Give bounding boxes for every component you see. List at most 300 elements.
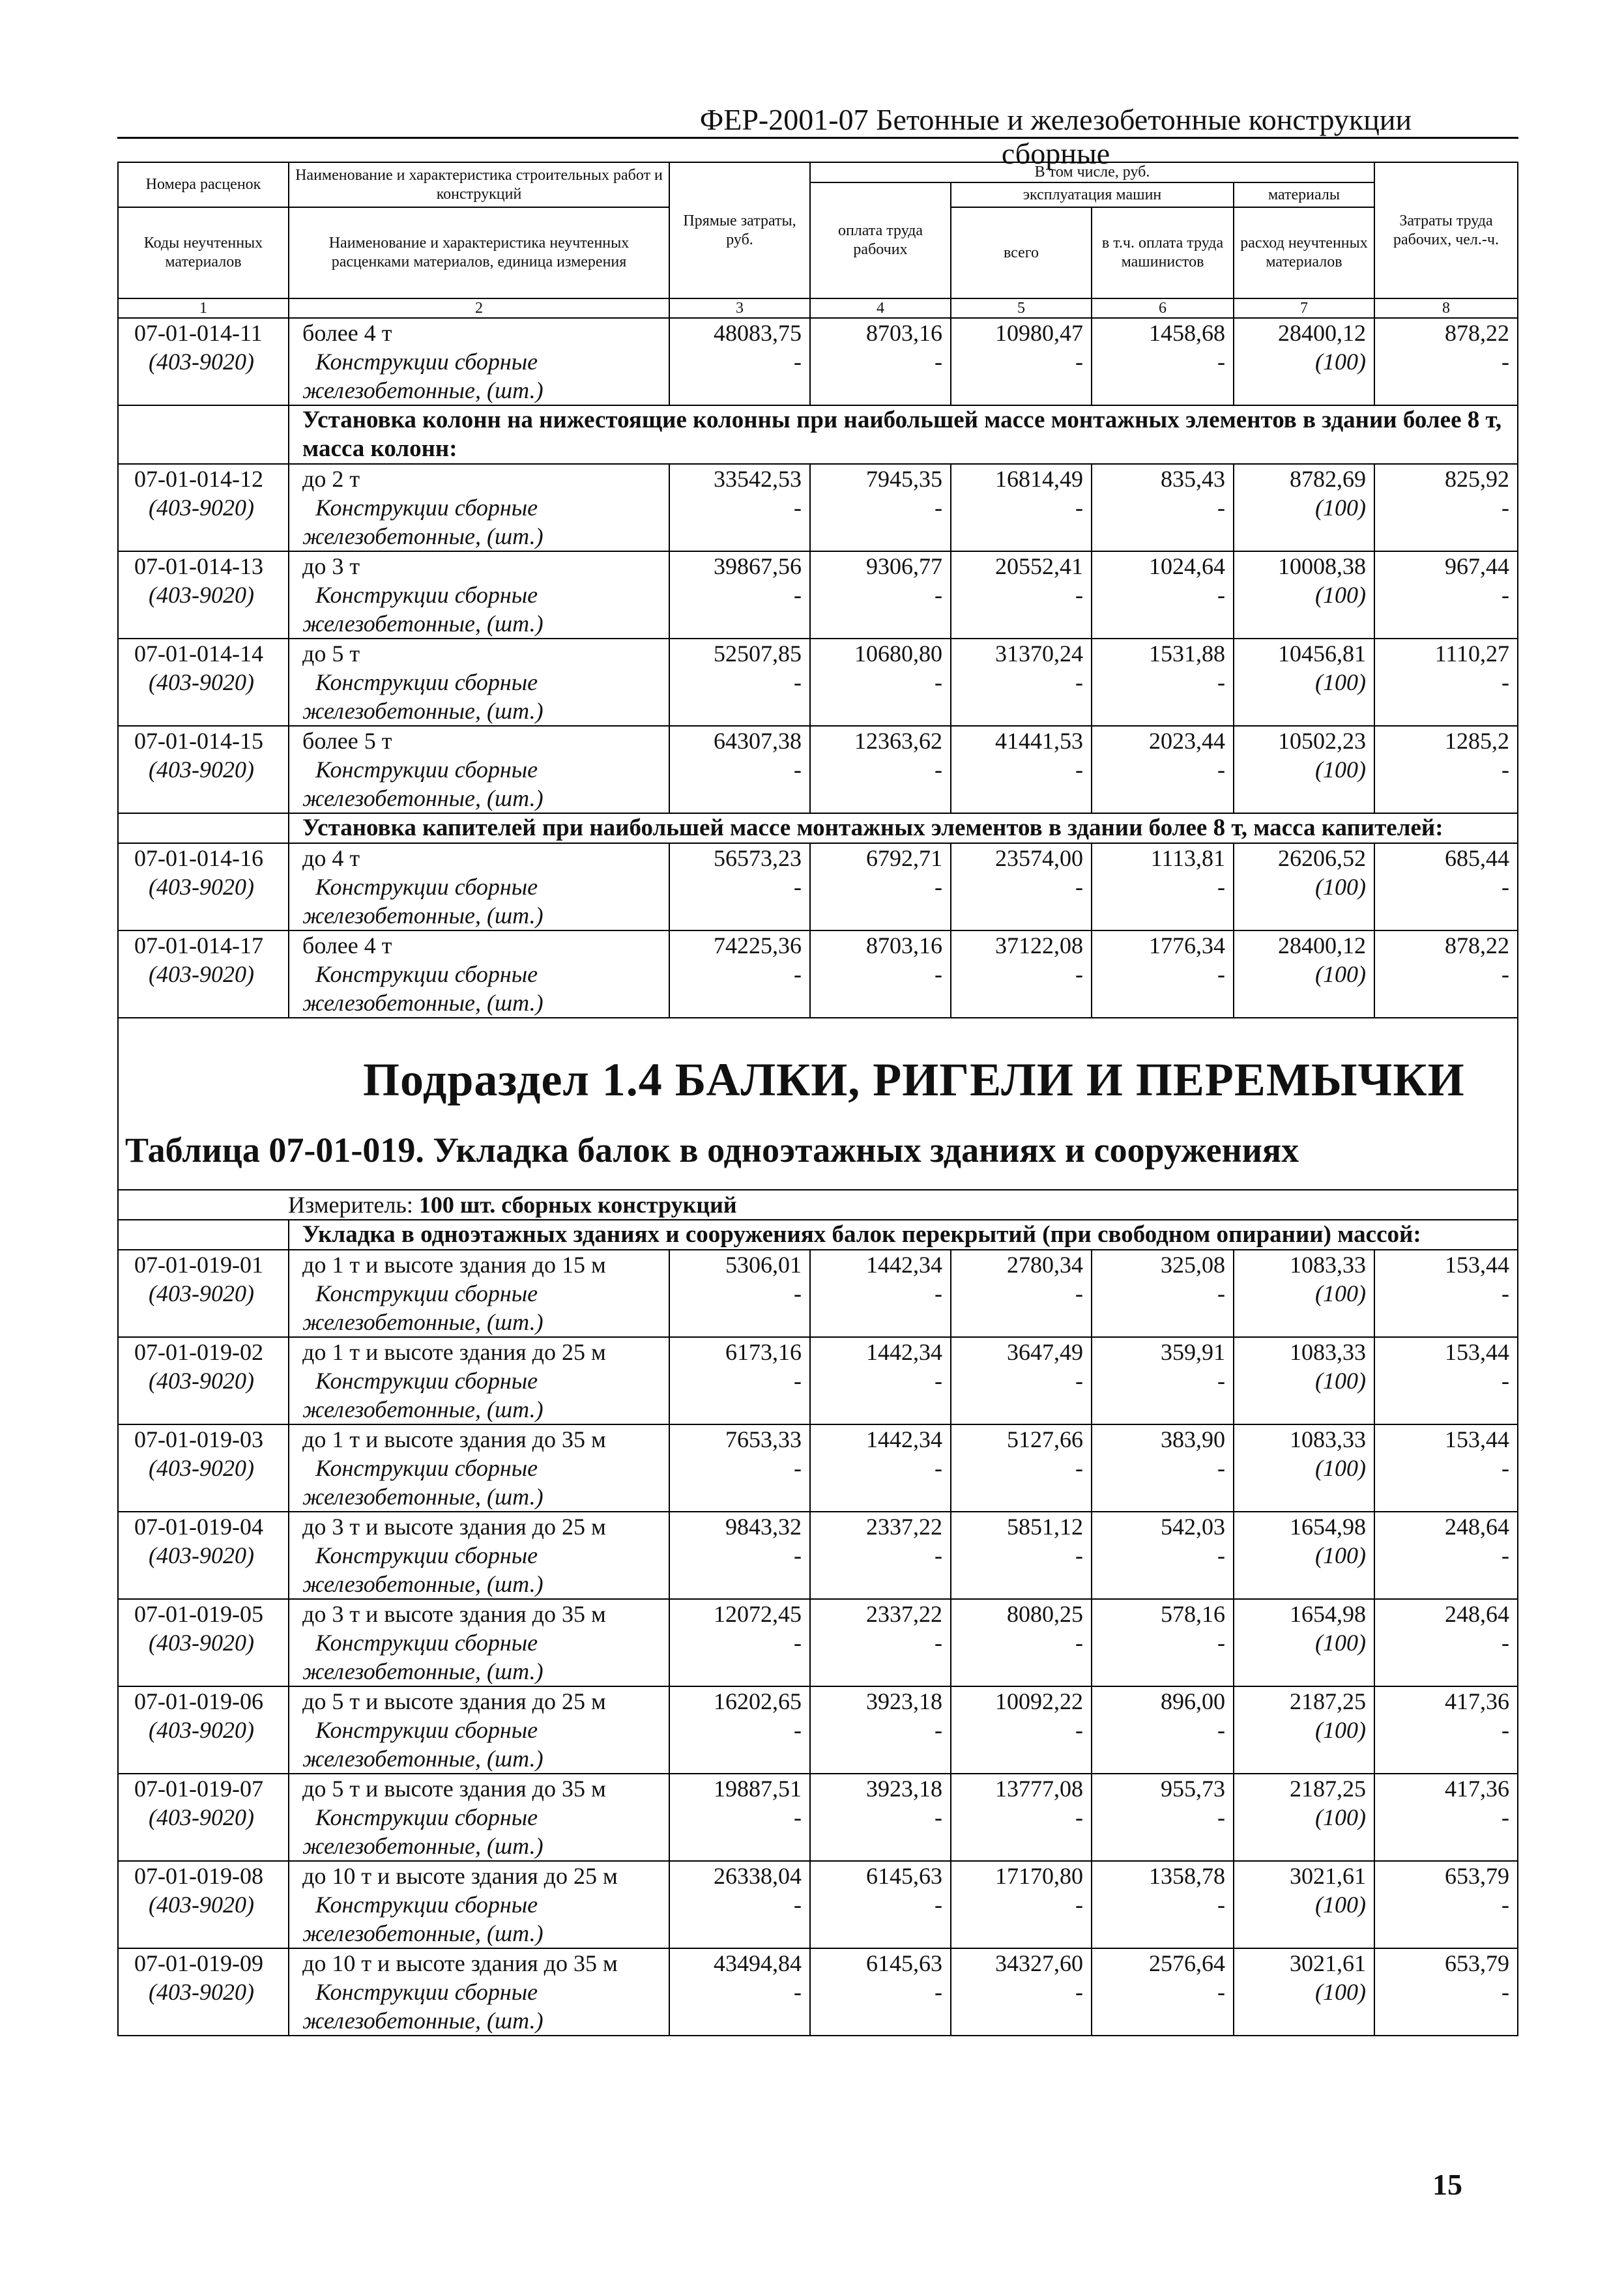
labor-hours: 653,79 xyxy=(1445,1950,1509,1976)
direct-costs: 64307,38 xyxy=(714,728,802,754)
rate-row xyxy=(118,318,1518,405)
material-name: Конструкции сборные xyxy=(315,1717,538,1743)
header-material-names: Наименование и характеристика неучтенных расценками материалов, единица измерения xyxy=(289,207,669,298)
material-labor-hours: - xyxy=(1501,1717,1509,1743)
labor-pay: 8703,16 xyxy=(866,932,942,959)
material-machines: - xyxy=(1075,1804,1083,1830)
materials-cost: 2187,25 xyxy=(1290,1688,1366,1714)
labor-pay-cell xyxy=(810,1948,951,2036)
labor-hours-cell xyxy=(1374,1599,1518,1686)
materials-cost: 28400,12 xyxy=(1278,932,1366,959)
material-machines: - xyxy=(1075,961,1083,987)
material-direct: - xyxy=(794,1717,802,1743)
material-machines: - xyxy=(1075,1892,1083,1918)
labor-hours: 153,44 xyxy=(1445,1339,1509,1365)
column-number: 6 xyxy=(1092,298,1234,318)
rate-code: 07-01-014-12 xyxy=(134,466,263,492)
material-name-unit: железобетонные, (шт.) xyxy=(302,1746,544,1772)
direct-costs-cell xyxy=(669,551,810,639)
material-code: (403-9020) xyxy=(149,1280,254,1306)
machines-total: 16814,49 xyxy=(995,466,1083,492)
labor-hours-cell xyxy=(1374,1774,1518,1861)
rate-name: до 10 т и высоте здания до 25 м xyxy=(302,1863,618,1889)
materials-cell xyxy=(1234,1250,1374,1337)
rate-name-cell xyxy=(289,1861,669,1948)
material-labor: - xyxy=(935,1717,942,1743)
operators-pay: 835,43 xyxy=(1161,466,1225,492)
materials-cost: 26206,52 xyxy=(1278,845,1366,871)
material-operators: - xyxy=(1217,757,1225,783)
material-name-unit: железобетонные, (шт.) xyxy=(302,1484,544,1510)
material-labor-hours: - xyxy=(1501,1804,1509,1830)
header-labor-pay: оплата труда рабочих xyxy=(810,182,951,298)
labor-hours-cell xyxy=(1374,1512,1518,1599)
material-labor-hours: - xyxy=(1501,1368,1509,1394)
labor-pay: 1442,34 xyxy=(866,1252,942,1278)
material-code: (403-9020) xyxy=(149,669,254,695)
direct-costs: 43494,84 xyxy=(714,1950,802,1976)
rate-name-cell xyxy=(289,1337,669,1424)
rate-code: 07-01-014-14 xyxy=(134,641,263,667)
machines-cell xyxy=(951,1774,1092,1861)
rate-name: до 5 т и высоте здания до 25 м xyxy=(302,1688,606,1714)
direct-costs-cell xyxy=(669,1337,810,1424)
materials-cell xyxy=(1234,1337,1374,1424)
labor-hours-cell xyxy=(1374,1686,1518,1774)
direct-costs-cell xyxy=(669,1948,810,2036)
direct-costs-cell xyxy=(669,318,810,405)
rate-row xyxy=(118,930,1518,1018)
labor-hours: 685,44 xyxy=(1445,845,1509,871)
material-code: (403-9020) xyxy=(149,961,254,987)
labor-hours-cell xyxy=(1374,464,1518,551)
operators-pay: 1358,78 xyxy=(1149,1863,1225,1889)
rate-row xyxy=(118,1686,1518,1774)
operators-cell xyxy=(1092,1250,1234,1337)
materials-cell xyxy=(1234,843,1374,930)
operators-cell xyxy=(1092,1337,1234,1424)
operators-cell xyxy=(1092,1599,1234,1686)
material-direct: - xyxy=(794,1630,802,1656)
material-code: (403-9020) xyxy=(149,1804,254,1830)
rate-code: 07-01-019-09 xyxy=(134,1950,263,1976)
labor-pay-cell xyxy=(810,1250,951,1337)
material-direct: - xyxy=(794,1542,802,1568)
labor-hours: 653,79 xyxy=(1445,1863,1509,1889)
rate-code-cell xyxy=(118,843,289,930)
machines-cell xyxy=(951,1512,1092,1599)
machines-cell xyxy=(951,464,1092,551)
rate-code-cell xyxy=(118,1250,289,1337)
direct-costs: 39867,56 xyxy=(714,553,802,579)
material-machines: - xyxy=(1075,349,1083,375)
material-code: (403-9020) xyxy=(149,582,254,608)
materials-cost: 8782,69 xyxy=(1290,466,1366,492)
header-operators-pay: в т.ч. оплата труда машинистов xyxy=(1092,207,1234,298)
column-number: 7 xyxy=(1234,298,1374,318)
rate-name-cell xyxy=(289,1774,669,1861)
direct-costs: 52507,85 xyxy=(714,641,802,667)
rate-code: 07-01-019-01 xyxy=(134,1252,263,1278)
rate-name: более 4 т xyxy=(302,320,392,346)
material-direct: - xyxy=(794,961,802,987)
header-materials: материалы xyxy=(1234,182,1374,207)
operators-pay: 383,90 xyxy=(1161,1426,1225,1452)
material-name-unit: железобетонные, (шт.) xyxy=(302,2008,544,2034)
labor-pay-cell xyxy=(810,551,951,639)
material-direct: - xyxy=(794,1455,802,1481)
column-number: 5 xyxy=(951,298,1092,318)
materials-cell xyxy=(1234,1424,1374,1512)
rate-code: 07-01-019-05 xyxy=(134,1601,263,1627)
material-code: (403-9020) xyxy=(149,874,254,900)
material-machines: - xyxy=(1075,1280,1083,1306)
material-labor-hours: - xyxy=(1501,757,1509,783)
measurer-label: Измеритель: xyxy=(288,1192,419,1218)
labor-hours: 1285,2 xyxy=(1445,728,1509,754)
direct-costs: 6173,16 xyxy=(725,1339,802,1365)
machines-cell xyxy=(951,1424,1092,1512)
material-machines: - xyxy=(1075,1455,1083,1481)
labor-hours-cell xyxy=(1374,930,1518,1018)
labor-hours-cell xyxy=(1374,1337,1518,1424)
labor-pay-cell xyxy=(810,1512,951,1599)
rate-code-cell xyxy=(118,318,289,405)
material-name: Конструкции сборные xyxy=(315,669,538,695)
direct-costs-cell xyxy=(669,843,810,930)
labor-pay: 8703,16 xyxy=(866,320,942,346)
material-code: (403-9020) xyxy=(149,1892,254,1918)
material-name: Конструкции сборные xyxy=(315,1542,538,1568)
material-name: Конструкции сборные xyxy=(315,495,538,521)
rate-code: 07-01-014-11 xyxy=(134,320,263,346)
material-labor-hours: - xyxy=(1501,874,1509,900)
table-title: Таблица 07-01-019. Укладка балок в одноэтажных зданиях и сооружениях xyxy=(125,1131,1299,1170)
rate-code: 07-01-019-07 xyxy=(134,1776,263,1802)
material-name: Конструкции сборные xyxy=(315,1455,538,1481)
rate-row xyxy=(118,639,1518,726)
rate-name-cell xyxy=(289,726,669,813)
material-name-unit: железобетонные, (шт.) xyxy=(302,611,544,637)
rate-code-cell xyxy=(118,930,289,1018)
material-operators: - xyxy=(1217,1717,1225,1743)
subsection-block xyxy=(118,1018,1518,1190)
material-code: (403-9020) xyxy=(149,495,254,521)
materials-cell xyxy=(1234,639,1374,726)
running-header: ФЕР-2001-07 Бетонные и железобетонные конструкции сборные xyxy=(699,103,1412,170)
material-operators: - xyxy=(1217,1892,1225,1918)
machines-total: 8080,25 xyxy=(1007,1601,1083,1627)
labor-hours-cell xyxy=(1374,843,1518,930)
header-material-consumption: расход неучтенных материалов xyxy=(1234,207,1374,298)
material-labor: - xyxy=(935,1542,942,1568)
labor-pay: 6145,63 xyxy=(866,1863,942,1889)
rate-row xyxy=(118,1337,1518,1424)
column-number: 2 xyxy=(289,298,669,318)
rate-code: 07-01-019-06 xyxy=(134,1688,263,1714)
operators-cell xyxy=(1092,1686,1234,1774)
labor-pay: 2337,22 xyxy=(866,1601,942,1627)
labor-hours: 153,44 xyxy=(1445,1252,1509,1278)
direct-costs-cell xyxy=(669,639,810,726)
operators-pay: 1458,68 xyxy=(1149,320,1225,346)
operators-cell xyxy=(1092,318,1234,405)
machines-total: 3647,49 xyxy=(1007,1339,1083,1365)
rate-row xyxy=(118,1774,1518,1861)
material-operators: - xyxy=(1217,1542,1225,1568)
group-title: Установка колонн на нижестоящие колонны при наибольшей массе монтажных элементов в здании более 8 т, масса колонн: xyxy=(289,405,1518,464)
material-direct: - xyxy=(794,1979,802,2005)
machines-total: 10092,22 xyxy=(995,1688,1083,1714)
machines-cell xyxy=(951,726,1092,813)
material-name-unit: железобетонные, (шт.) xyxy=(302,1920,544,1946)
material-labor-hours: - xyxy=(1501,1280,1509,1306)
materials-cost: 10456,81 xyxy=(1278,641,1366,667)
material-labor: - xyxy=(935,1804,942,1830)
material-name: Конструкции сборные xyxy=(315,1804,538,1830)
material-labor: - xyxy=(935,669,942,695)
operators-pay: 2576,64 xyxy=(1149,1950,1225,1976)
rate-code-cell xyxy=(118,639,289,726)
material-consumption: (100) xyxy=(1315,495,1366,521)
column-number: 1 xyxy=(118,298,289,318)
labor-hours-cell xyxy=(1374,1861,1518,1948)
labor-hours-cell xyxy=(1374,639,1518,726)
material-operators: - xyxy=(1217,961,1225,987)
rate-code: 07-01-019-08 xyxy=(134,1863,263,1889)
rate-code-cell xyxy=(118,1599,289,1686)
rate-name-cell xyxy=(289,1512,669,1599)
labor-hours-cell xyxy=(1374,1424,1518,1512)
material-labor: - xyxy=(935,1280,942,1306)
operators-pay: 1531,88 xyxy=(1149,641,1225,667)
direct-costs-cell xyxy=(669,1686,810,1774)
materials-cost: 10502,23 xyxy=(1278,728,1366,754)
material-consumption: (100) xyxy=(1315,349,1366,375)
machines-total: 5851,12 xyxy=(1007,1514,1083,1540)
operators-cell xyxy=(1092,1774,1234,1861)
rate-row xyxy=(118,843,1518,930)
material-name: Конструкции сборные xyxy=(315,582,538,608)
materials-cost: 1654,98 xyxy=(1290,1514,1366,1540)
material-direct: - xyxy=(794,757,802,783)
labor-pay: 7945,35 xyxy=(866,466,942,492)
material-operators: - xyxy=(1217,1280,1225,1306)
material-operators: - xyxy=(1217,349,1225,375)
labor-hours: 1110,27 xyxy=(1434,641,1509,667)
material-name: Конструкции сборные xyxy=(315,1280,538,1306)
direct-costs: 33542,53 xyxy=(714,466,802,492)
header-machines-total: всего xyxy=(951,207,1092,298)
rate-name: до 3 т и высоте здания до 25 м xyxy=(302,1514,606,1540)
header-rate-numbers: Номера расценок xyxy=(118,162,289,207)
machines-cell xyxy=(951,1948,1092,2036)
rate-name: до 5 т xyxy=(302,641,360,667)
material-consumption: (100) xyxy=(1315,1804,1366,1830)
direct-costs: 7653,33 xyxy=(725,1426,802,1452)
machines-cell xyxy=(951,1250,1092,1337)
labor-hours: 825,92 xyxy=(1445,466,1509,492)
rate-row xyxy=(118,551,1518,639)
operators-cell xyxy=(1092,1512,1234,1599)
labor-pay: 3923,18 xyxy=(866,1688,942,1714)
material-machines: - xyxy=(1075,1717,1083,1743)
labor-pay: 10680,80 xyxy=(854,641,942,667)
material-machines: - xyxy=(1075,582,1083,608)
operators-pay: 955,73 xyxy=(1161,1776,1225,1802)
header-direct-costs: Прямые затраты, руб. xyxy=(669,162,810,298)
operators-pay: 1113,81 xyxy=(1150,845,1225,871)
material-name-unit: железобетонные, (шт.) xyxy=(302,1833,544,1859)
measurer-value: 100 шт. сборных конструкций xyxy=(418,1192,737,1218)
material-name: Конструкции сборные xyxy=(315,1368,538,1394)
operators-cell xyxy=(1092,639,1234,726)
operators-cell xyxy=(1092,1861,1234,1948)
materials-cell xyxy=(1234,726,1374,813)
material-name: Конструкции сборные xyxy=(315,757,538,783)
rate-row xyxy=(118,1250,1518,1337)
direct-costs: 16202,65 xyxy=(714,1688,802,1714)
material-name: Конструкции сборные xyxy=(315,874,538,900)
machines-total: 37122,08 xyxy=(995,932,1083,959)
material-labor: - xyxy=(935,874,942,900)
labor-hours: 153,44 xyxy=(1445,1426,1509,1452)
machines-total: 34327,60 xyxy=(995,1950,1083,1976)
page-number: 15 xyxy=(1432,2168,1462,2201)
labor-pay: 6145,63 xyxy=(866,1950,942,1976)
direct-costs: 19887,51 xyxy=(714,1776,802,1802)
direct-costs-cell xyxy=(669,1861,810,1948)
rate-code-cell xyxy=(118,1424,289,1512)
materials-cell xyxy=(1234,1774,1374,1861)
direct-costs-cell xyxy=(669,1250,810,1337)
materials-cost: 28400,12 xyxy=(1278,320,1366,346)
machines-total: 23574,00 xyxy=(995,845,1083,871)
material-operators: - xyxy=(1217,1630,1225,1656)
material-machines: - xyxy=(1075,1542,1083,1568)
materials-cell xyxy=(1234,930,1374,1018)
group-title: Укладка в одноэтажных зданиях и сооружениях балок перекрытий (при свободном опирании) массой: xyxy=(289,1220,1518,1250)
material-machines: - xyxy=(1075,495,1083,521)
group-title: Установка капителей при наибольшей массе монтажных элементов в здании более 8 т, масса капителей: xyxy=(289,813,1518,843)
labor-pay-cell xyxy=(810,726,951,813)
rate-code-cell xyxy=(118,1686,289,1774)
rate-name-cell xyxy=(289,1948,669,2036)
rate-row xyxy=(118,464,1518,551)
material-labor: - xyxy=(935,582,942,608)
labor-hours: 417,36 xyxy=(1445,1688,1509,1714)
material-name-unit: железобетонные, (шт.) xyxy=(302,990,544,1016)
labor-pay-cell xyxy=(810,1599,951,1686)
material-consumption: (100) xyxy=(1315,1979,1366,2005)
operators-cell xyxy=(1092,843,1234,930)
rate-name: более 5 т xyxy=(302,728,392,754)
materials-cost: 1083,33 xyxy=(1290,1252,1366,1278)
rate-name-cell xyxy=(289,639,669,726)
material-consumption: (100) xyxy=(1315,1368,1366,1394)
labor-pay: 9306,77 xyxy=(866,553,942,579)
labor-hours-cell xyxy=(1374,726,1518,813)
material-labor: - xyxy=(935,1630,942,1656)
material-machines: - xyxy=(1075,669,1083,695)
rate-row xyxy=(118,1861,1518,1948)
group-spacer xyxy=(118,813,289,843)
labor-pay-cell xyxy=(810,464,951,551)
rate-code: 07-01-014-15 xyxy=(134,728,263,754)
material-labor: - xyxy=(935,1979,942,2005)
direct-costs: 12072,45 xyxy=(714,1601,802,1627)
material-code: (403-9020) xyxy=(149,1630,254,1656)
material-labor: - xyxy=(935,1892,942,1918)
rate-name: до 1 т и высоте здания до 35 м xyxy=(302,1426,606,1452)
materials-cost: 1654,98 xyxy=(1290,1601,1366,1627)
materials-cell xyxy=(1234,318,1374,405)
rates-table xyxy=(117,162,1518,2036)
material-operators: - xyxy=(1217,1979,1225,2005)
material-labor: - xyxy=(935,757,942,783)
operators-pay: 359,91 xyxy=(1161,1339,1225,1365)
rate-code: 07-01-014-16 xyxy=(134,845,263,871)
materials-cell xyxy=(1234,1686,1374,1774)
direct-costs-cell xyxy=(669,930,810,1018)
direct-costs: 9843,32 xyxy=(725,1514,802,1540)
labor-pay-cell xyxy=(810,639,951,726)
material-operators: - xyxy=(1217,1455,1225,1481)
operators-cell xyxy=(1092,1948,1234,2036)
machines-total: 2780,34 xyxy=(1007,1252,1083,1278)
materials-cost: 3021,61 xyxy=(1290,1863,1366,1889)
machines-total: 13777,08 xyxy=(995,1776,1083,1802)
machines-total: 41441,53 xyxy=(995,728,1083,754)
direct-costs-cell xyxy=(669,726,810,813)
header-machines: эксплуатация машин xyxy=(951,182,1234,207)
rate-row xyxy=(118,1948,1518,2036)
header-work-description: Наименование и характеристика строительных работ и конструкций xyxy=(289,162,669,207)
labor-pay-cell xyxy=(810,1774,951,1861)
rate-name: до 10 т и высоте здания до 35 м xyxy=(302,1950,618,1976)
operators-pay: 1776,34 xyxy=(1149,932,1225,959)
header-including: В том числе, руб. xyxy=(810,162,1374,182)
labor-pay-cell xyxy=(810,1424,951,1512)
material-machines: - xyxy=(1075,757,1083,783)
direct-costs-cell xyxy=(669,1599,810,1686)
material-labor-hours: - xyxy=(1501,349,1509,375)
machines-cell xyxy=(951,1686,1092,1774)
labor-hours: 967,44 xyxy=(1445,553,1509,579)
rate-code: 07-01-019-04 xyxy=(134,1514,263,1540)
machines-cell xyxy=(951,843,1092,930)
material-direct: - xyxy=(794,1280,802,1306)
materials-cost: 3021,61 xyxy=(1290,1950,1366,1976)
rate-name-cell xyxy=(289,464,669,551)
machines-cell xyxy=(951,930,1092,1018)
rate-row xyxy=(118,1599,1518,1686)
machines-total: 5127,66 xyxy=(1007,1426,1083,1452)
materials-cost: 2187,25 xyxy=(1290,1776,1366,1802)
machines-total: 10980,47 xyxy=(995,320,1083,346)
material-direct: - xyxy=(794,582,802,608)
materials-cell xyxy=(1234,1599,1374,1686)
material-labor: - xyxy=(935,349,942,375)
column-number: 3 xyxy=(669,298,810,318)
material-operators: - xyxy=(1217,1368,1225,1394)
direct-costs: 26338,04 xyxy=(714,1863,802,1889)
material-labor-hours: - xyxy=(1501,495,1509,521)
material-labor-hours: - xyxy=(1501,1979,1509,2005)
material-code: (403-9020) xyxy=(149,1542,254,1568)
operators-cell xyxy=(1092,464,1234,551)
rate-name-cell xyxy=(289,1686,669,1774)
